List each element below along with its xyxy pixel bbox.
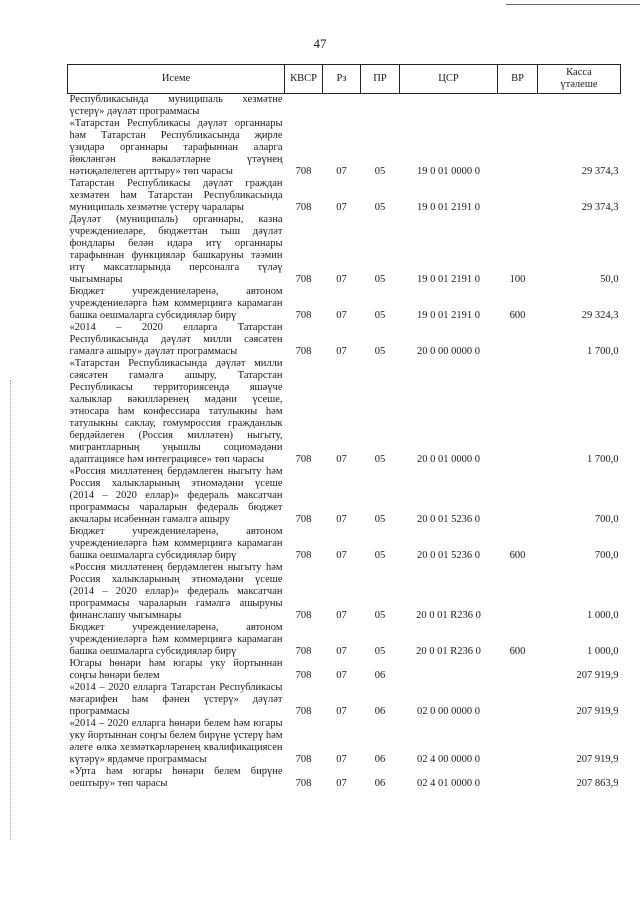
row-pr: 05 xyxy=(374,274,386,285)
row-amount: 207 863,9 xyxy=(576,778,619,789)
row-tsr: 02 4 00 0000 0 xyxy=(417,754,480,765)
row-amount: 29 374,3 xyxy=(581,166,619,177)
row-kvsr: 708 xyxy=(295,166,312,177)
table-row xyxy=(68,178,621,214)
row-rz: 07 xyxy=(336,754,347,765)
row-rz: 07 xyxy=(336,310,347,321)
row-pr: 05 xyxy=(374,610,386,621)
row-amount: 700,0 xyxy=(594,550,619,561)
header-rz: Рз xyxy=(323,65,361,94)
row-pr: 05 xyxy=(374,202,386,213)
header-vr: ВР xyxy=(498,65,538,94)
row-kvsr: 708 xyxy=(295,310,312,321)
row-vr xyxy=(498,118,538,178)
row-name: «2014 – 2020 елларга Татарстан Республикасы мәгарифен һәм фәнен үстерү» дәүләт программасы xyxy=(69,682,283,717)
row-pr: 05 xyxy=(374,166,386,177)
page-number: 47 xyxy=(313,36,327,51)
row-vr xyxy=(498,178,538,214)
row-name: Республикасында муниципаль хезмәтне үстерү» дәүләт программасы xyxy=(69,94,283,117)
row-name: «Россия милләтенең бердәмлеген ныгыту һәм Россия халыкларының этномәдәни үсеше (2014 – 2020 еллар)» федераль максатчан программасы чараларын федераль бюджет акчалары исәбеннән гамәлгә ашыру xyxy=(69,466,283,525)
row-tsr: 20 0 01 R236 0 xyxy=(416,646,481,657)
row-name: Югары һөнәри һәм югары уку йортыннан соңгы һөнәри белем xyxy=(69,658,283,681)
top-rule xyxy=(506,4,640,5)
row-rz: 07 xyxy=(336,346,347,357)
row-pr: 06 xyxy=(374,778,386,789)
row-rz: 07 xyxy=(336,454,347,465)
row-rz: 07 xyxy=(336,778,347,789)
row-amount: 1 000,0 xyxy=(587,610,619,621)
table-row xyxy=(68,766,621,790)
row-amount: 700,0 xyxy=(594,514,619,525)
row-name: «2014 – 2020 елларга һөнәри белем һәм югары уку йортыннан соңгы белем бирүне үстерү һәм әлеге өлкә хезмәткәрләренең квалификациясен күтәрү» ярдәмче программасы xyxy=(69,718,283,765)
row-tsr: 20 0 01 0000 0 xyxy=(417,454,480,465)
row-name: «2014 – 2020 елларга Татарстан Республикасында дәүләт милли сәясәтен гамәлгә ашыру» дәүләт программасы xyxy=(69,322,283,357)
row-name: Татарстан Республикасы дәүләт граждан хезмәтен һәм Татарстан Республикасында муниципаль хезмәтне үстерү чаралары xyxy=(69,178,283,213)
header-amount-line2: үтәлеше xyxy=(560,79,598,90)
row-pr: 05 xyxy=(374,310,386,321)
row-vr xyxy=(498,658,538,682)
table-row xyxy=(68,562,621,622)
row-pr: 06 xyxy=(374,670,386,681)
row-tsr: 19 0 01 0000 0 xyxy=(417,166,480,177)
header-name: Исеме xyxy=(68,65,285,94)
header-kvsr: КВСР xyxy=(285,65,323,94)
row-amount: 1 700,0 xyxy=(587,454,619,465)
table-row xyxy=(68,658,621,682)
row-rz: 07 xyxy=(336,550,347,561)
table-row xyxy=(68,682,621,718)
row-name: «Татарстан Республикасында дәүләт милли сәясәтен гамәлгә ашыру, Татарстан Республикасы территориясендә яшәүче халыклар вәкилләренең мәдәни үсеше, этносара һәм конфессиара татулыкны һәм татулыкны саклау, гомумроссия гражданлык бердәйлеген (Россия милләтен) ныгыту, мигрантларның уңышлы социомәдәни адаптациясе һәм интеграциясе» төп чарасы xyxy=(69,358,283,465)
row-amount: 29 374,3 xyxy=(581,202,619,213)
row-tsr xyxy=(400,94,498,119)
table-row xyxy=(68,322,621,358)
row-pr: 05 xyxy=(374,550,386,561)
row-amount: 1 000,0 xyxy=(587,646,619,657)
row-vr: 600 xyxy=(509,310,526,321)
row-pr: 05 xyxy=(374,346,386,357)
row-kvsr: 708 xyxy=(295,646,312,657)
row-rz: 07 xyxy=(336,646,347,657)
row-pr: 05 xyxy=(374,646,386,657)
row-rz: 07 xyxy=(336,166,347,177)
row-kvsr: 708 xyxy=(295,202,312,213)
header-amount xyxy=(538,65,621,94)
row-vr xyxy=(498,94,538,119)
header-amount-line1: Касса xyxy=(566,67,592,78)
table-row xyxy=(68,94,621,119)
budget-table xyxy=(67,64,621,790)
row-kvsr: 708 xyxy=(295,346,312,357)
row-rz: 07 xyxy=(336,514,347,525)
row-tsr: 20 0 01 5236 0 xyxy=(417,514,480,525)
row-rz: 07 xyxy=(336,610,347,621)
row-tsr: 02 0 00 0000 0 xyxy=(417,706,480,717)
row-tsr: 20 0 00 0000 0 xyxy=(417,346,480,357)
row-kvsr xyxy=(285,94,323,119)
table-row xyxy=(68,118,621,178)
row-vr xyxy=(498,682,538,718)
row-tsr: 19 0 01 2191 0 xyxy=(417,274,480,285)
row-kvsr: 708 xyxy=(295,670,312,681)
row-rz: 07 xyxy=(336,274,347,285)
row-vr: 600 xyxy=(509,646,526,657)
row-amount: 207 919,9 xyxy=(576,670,619,681)
binder-marks xyxy=(10,380,14,840)
row-name: Бюджет учреждениеләренә, автоном учреждениеләргә һәм коммерциягә карамаган башка оешмаларга субсидияләр бирү xyxy=(69,622,283,657)
table-row xyxy=(68,718,621,766)
row-pr: 06 xyxy=(374,706,386,717)
row-tsr xyxy=(400,658,498,682)
row-tsr: 02 4 01 0000 0 xyxy=(417,778,480,789)
row-pr: 06 xyxy=(374,754,386,765)
row-vr: 600 xyxy=(509,550,526,561)
row-vr xyxy=(498,358,538,466)
table-row xyxy=(68,214,621,286)
row-amount xyxy=(538,94,621,119)
row-tsr: 20 0 01 5236 0 xyxy=(417,550,480,561)
row-pr: 05 xyxy=(374,454,386,465)
table-row xyxy=(68,358,621,466)
table-row xyxy=(68,286,621,322)
row-kvsr: 708 xyxy=(295,274,312,285)
row-kvsr: 708 xyxy=(295,778,312,789)
row-kvsr: 708 xyxy=(295,754,312,765)
row-vr xyxy=(498,466,538,526)
table-row xyxy=(68,622,621,658)
row-tsr: 19 0 01 2191 0 xyxy=(417,310,480,321)
row-vr xyxy=(498,562,538,622)
row-amount: 29 324,3 xyxy=(581,310,619,321)
row-name: Дәүләт (муниципаль) органнары, казна учреждениеләре, бюджеттан тыш дәүләт фондлары белән идарә итү органнары тарафыннан функцияләр башкаруны тәэмин итү максатларында персоналга түләү чыгымнары xyxy=(69,214,283,285)
row-rz: 07 xyxy=(336,202,347,213)
row-name: «Урта һәм югары һөнәри белем бирүне оештыру» төп чарасы xyxy=(69,766,283,789)
row-pr: 05 xyxy=(374,514,386,525)
row-pr xyxy=(361,94,400,119)
row-vr xyxy=(498,718,538,766)
row-kvsr: 708 xyxy=(295,706,312,717)
table-header-row xyxy=(68,65,621,94)
row-kvsr: 708 xyxy=(295,514,312,525)
row-amount: 207 919,9 xyxy=(576,754,619,765)
row-name: Бюджет учреждениеләренә, автоном учреждениеләргә һәм коммерциягә карамаган башка оешмаларга субсидияләр бирү xyxy=(69,286,283,321)
table-row xyxy=(68,526,621,562)
row-amount: 50,0 xyxy=(600,274,619,285)
header-tsr: ЦСР xyxy=(400,65,498,94)
row-vr: 100 xyxy=(509,274,526,285)
row-name: Бюджет учреждениеләренә, автоном учреждениеләргә һәм коммерциягә карамаган башка оешмаларга субсидияләр бирү xyxy=(69,526,283,561)
row-kvsr: 708 xyxy=(295,454,312,465)
row-tsr: 20 0 01 R236 0 xyxy=(416,610,481,621)
row-name: «Россия милләтенең бердәмлеген ныгыту һәм Россия халыкларының этномәдәни үсеше (2014 – 2020 еллар)» федераль максатчан программасы чараларын гамәлгә ашыруны финанслашу чыгымнары xyxy=(69,562,283,621)
row-kvsr: 708 xyxy=(295,550,312,561)
row-tsr: 19 0 01 2191 0 xyxy=(417,202,480,213)
row-kvsr: 708 xyxy=(295,610,312,621)
header-pr: ПР xyxy=(361,65,400,94)
row-rz: 07 xyxy=(336,706,347,717)
row-vr xyxy=(498,766,538,790)
row-name: «Татарстан Республикасы дәүләт органнары һәм Татарстан Республикасында җирле үзидарә органнары тарафыннан аларга йөкләнгән вәкаләтләрне үтәүнең нәтиҗәлелеген арттыру» төп чарасы xyxy=(69,118,283,177)
table-row xyxy=(68,466,621,526)
row-vr xyxy=(498,322,538,358)
row-rz: 07 xyxy=(336,670,347,681)
row-amount: 207 919,9 xyxy=(576,706,619,717)
row-rz xyxy=(323,94,361,119)
row-amount: 1 700,0 xyxy=(587,346,619,357)
